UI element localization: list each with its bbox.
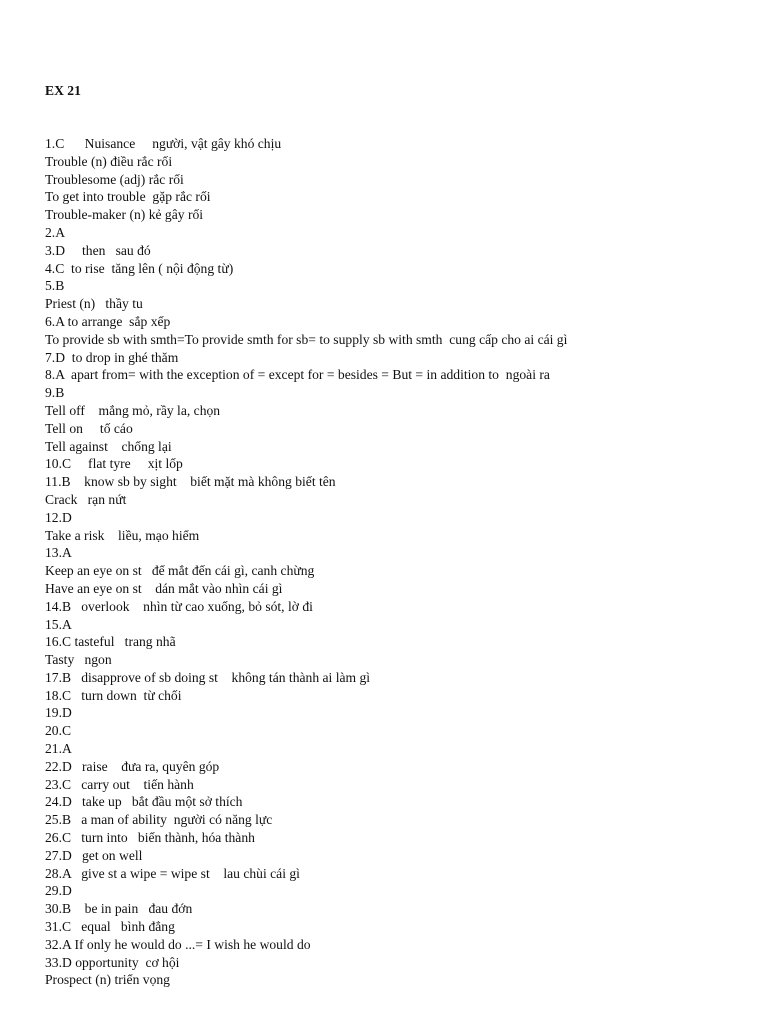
answer-line: Trouble-maker (n) kẻ gây rối: [45, 207, 204, 223]
answer-line: 9.B: [45, 385, 65, 401]
answer-line: 32.A If only he would do ...= I wish he would do: [45, 936, 311, 952]
answer-line: 20.C: [45, 723, 72, 739]
answer-line: 7.D to drop in ghé thăm: [45, 349, 179, 365]
answer-line: 15.A: [45, 616, 72, 632]
answer-line: Troublesome (adj) rắc rối: [45, 171, 184, 187]
answer-line: 21.A: [45, 741, 72, 757]
answer-line: 6.A to arrange sắp xếp: [45, 313, 171, 329]
answer-line: 22.D raise đưa ra, quyên góp: [45, 758, 220, 774]
answer-line: Tell against chống lại: [45, 438, 172, 454]
answer-line: 28.A give st a wipe = wipe st lau chùi cái gì: [45, 865, 300, 881]
answer-line: Keep an eye on st để mắt đến cái gì, canh chừng: [45, 563, 315, 579]
answer-line: 4.C to rise tăng lên ( nội động từ): [45, 260, 234, 276]
answer-line: Crack rạn nứt: [45, 491, 127, 507]
answer-line: 13.A: [45, 545, 72, 561]
answer-line: 27.D get on well: [45, 847, 143, 863]
answer-line: 3.D then sau đó: [45, 242, 151, 258]
answer-list: [45, 135, 745, 989]
answer-line: 25.B a man of ability người có năng lực: [45, 812, 273, 828]
answer-line: Take a risk liều, mạo hiểm: [45, 527, 200, 543]
answer-line: 1.C Nuisance người, vật gây khó chịu: [45, 135, 282, 151]
answer-line: 10.C flat tyre xịt lốp: [45, 456, 183, 472]
answer-line: To get into trouble gặp rắc rối: [45, 189, 211, 205]
answer-line: 12.D: [45, 509, 72, 525]
answer-line: 29.D: [45, 883, 72, 899]
answer-line: 26.C turn into biến thành, hóa thành: [45, 830, 255, 846]
answer-line: 5.B: [45, 278, 65, 294]
document-title: EX 21: [45, 82, 81, 98]
answer-line: 30.B be in pain đau đớn: [45, 901, 193, 917]
answer-line: 23.C carry out tiến hành: [45, 776, 194, 792]
answer-line: 11.B know sb by sight biết mặt mà không biết tên: [45, 474, 336, 490]
answer-line: Tasty ngon: [45, 652, 112, 668]
answer-line: 31.C equal bình đẳng: [45, 919, 175, 935]
answer-line: Prospect (n) triển vọng: [45, 972, 170, 988]
answer-line: Have an eye on st dán mắt vào nhìn cái gì: [45, 580, 283, 596]
answer-line: 24.D take up bắt đầu một sở thích: [45, 794, 243, 810]
answer-line: Tell off mắng mỏ, rầy la, chọn: [45, 402, 221, 418]
answer-line: 18.C turn down từ chối: [45, 687, 182, 703]
answer-line: 2.A: [45, 224, 66, 240]
answer-line: 14.B overlook nhìn từ cao xuống, bỏ sót, lờ đi: [45, 598, 313, 614]
answer-line: 19.D: [45, 705, 72, 721]
document-content: [45, 46, 745, 1025]
answer-line: Trouble (n) điều rắc rối: [45, 153, 173, 169]
answer-line: 8.A apart from= with the exception of = except for = besides = But = in addition to ngoài ra: [45, 367, 550, 383]
answer-line: To provide sb with smth=To provide smth for sb= to supply sb with smth cung cấp cho ai cái gì: [45, 331, 568, 347]
answer-line: Tell on tố cáo: [45, 420, 133, 436]
answer-line: 17.B disapprove of sb doing st không tán thành ai làm gì: [45, 669, 371, 685]
answer-line: Priest (n) thầy tu: [45, 296, 143, 312]
answer-line: 33.D opportunity cơ hội: [45, 954, 180, 970]
answer-line: 16.C tasteful trang nhã: [45, 634, 176, 650]
